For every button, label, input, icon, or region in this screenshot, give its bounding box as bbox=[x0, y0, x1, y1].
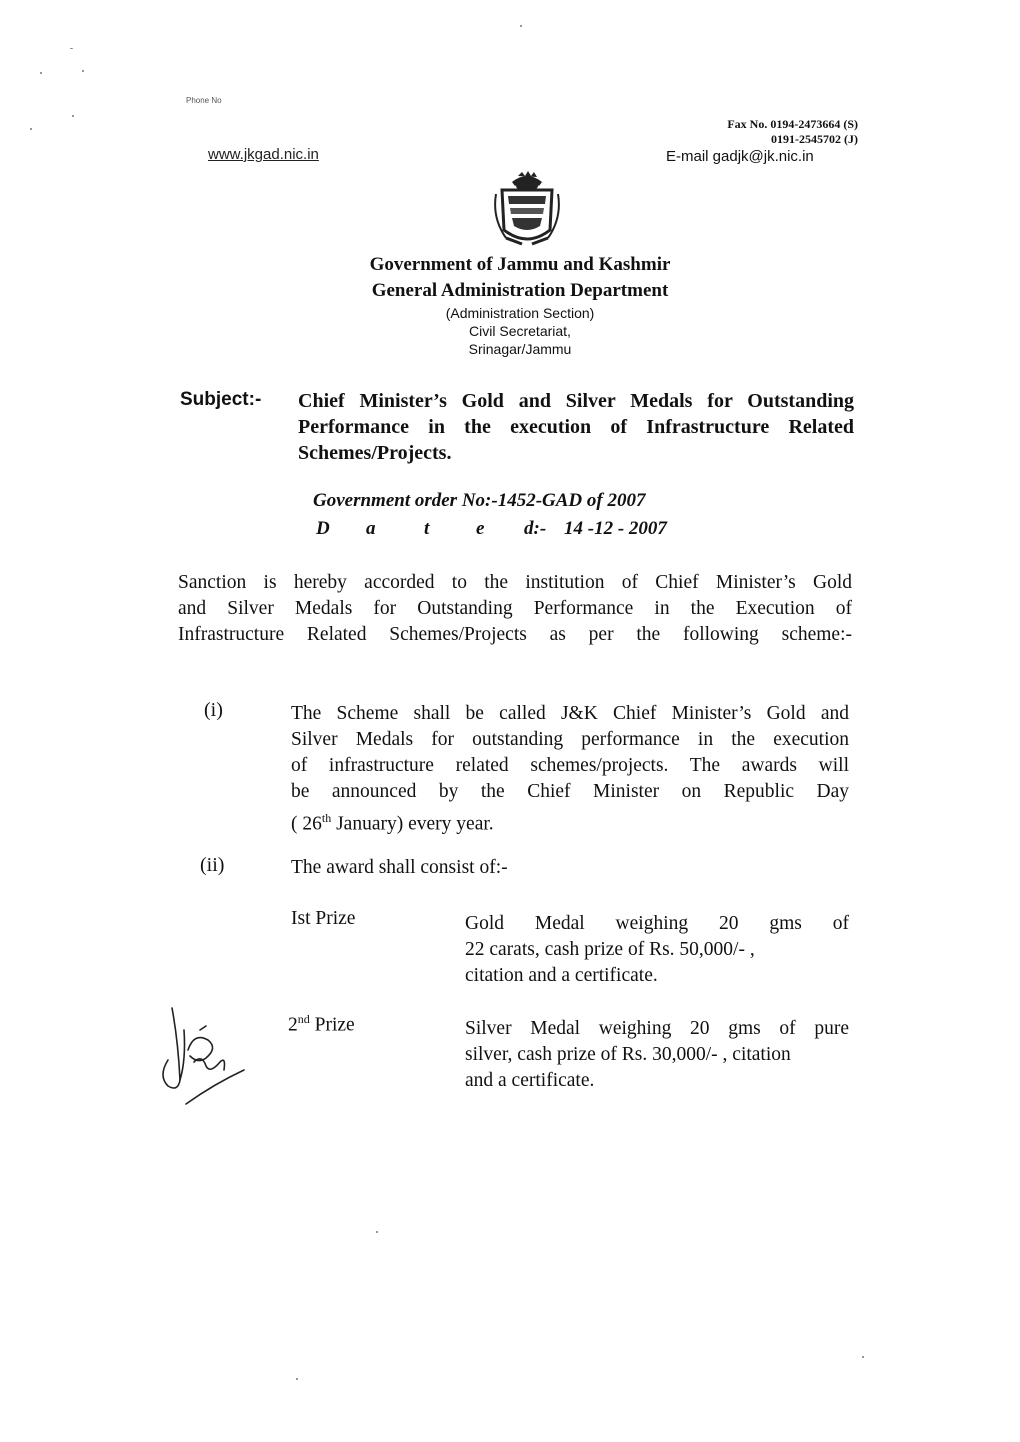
intro-line-1: Sanction is hereby accorded to the institution of Chief Minister’s Gold bbox=[178, 572, 852, 593]
organisation-heading bbox=[300, 252, 740, 358]
prize-line: 22 carats, cash prize of Rs. 50,000/- , bbox=[465, 939, 755, 960]
org-section: (Administration Section) bbox=[445, 305, 595, 321]
item-line: of infrastructure related schemes/projects. The awards will bbox=[291, 755, 849, 776]
fax-line-2: 0191-2545702 (J) bbox=[771, 132, 858, 146]
item-line: The Scheme shall be called J&K Chief Minister’s Gold and bbox=[291, 703, 849, 724]
scan-speck bbox=[40, 72, 42, 74]
state-emblem-icon bbox=[492, 168, 562, 250]
org-location: Srinagar/Jammu bbox=[468, 341, 572, 357]
item-line: be announced by the Chief Minister on Republic Day bbox=[291, 781, 849, 802]
subject-label: Subject:- bbox=[180, 389, 262, 410]
prize-line: Gold Medal weighing 20 gms of bbox=[465, 913, 849, 934]
prize-line: citation and a certificate. bbox=[465, 965, 658, 986]
intro-line-3: Infrastructure Related Schemes/Projects as per the following scheme:- bbox=[178, 624, 852, 645]
org-government: Government of Jammu and Kashmir bbox=[369, 254, 671, 275]
scan-speck bbox=[520, 25, 522, 27]
date-letter: t bbox=[424, 518, 430, 539]
date-value: 14 -12 - 2007 bbox=[564, 518, 667, 539]
item-line-text: ( 26 bbox=[291, 813, 322, 835]
prize-line: Silver Medal weighing 20 gms of pure bbox=[465, 1018, 849, 1039]
scan-speck bbox=[70, 48, 73, 49]
date-letter: d:- bbox=[524, 518, 547, 539]
prize-description bbox=[465, 911, 849, 989]
email-address[interactable]: E-mail gadjk@jk.nic.in bbox=[666, 148, 814, 165]
prize-label bbox=[288, 1012, 355, 1037]
scan-speck bbox=[82, 70, 84, 72]
prize-line: and a certificate. bbox=[465, 1070, 595, 1091]
superscript: nd bbox=[297, 1012, 310, 1026]
order-date bbox=[316, 518, 716, 544]
item-number: (i) bbox=[204, 699, 223, 721]
subject-line-2: Performance in the execution of Infrastructure Related bbox=[298, 416, 854, 438]
item-line-text: January) every year. bbox=[331, 813, 494, 835]
prize-description bbox=[465, 1016, 849, 1094]
prize-label-text: Prize bbox=[309, 1014, 355, 1036]
scan-speck bbox=[862, 1356, 864, 1358]
org-secretariat: Civil Secretariat, bbox=[469, 323, 571, 339]
order-number: Government order No:-1452-GAD of 2007 bbox=[313, 490, 646, 511]
signature-initials bbox=[150, 1000, 250, 1110]
phone-label: Phone No bbox=[186, 96, 222, 105]
scan-speck bbox=[72, 115, 74, 117]
website-link[interactable]: www.jkgad.nic.in bbox=[208, 146, 319, 163]
item-line: Silver Medals for outstanding performance in the execution bbox=[291, 729, 849, 750]
item-line: The award shall consist of:- bbox=[291, 857, 508, 878]
superscript: th bbox=[321, 811, 332, 825]
date-letter: a bbox=[366, 518, 376, 539]
fax-line-1: Fax No. 0194-2473664 (S) bbox=[727, 117, 858, 131]
subject-line-1: Chief Minister’s Gold and Silver Medals for Outstanding bbox=[298, 390, 854, 412]
date-letter: e bbox=[476, 518, 485, 539]
subject-text bbox=[298, 388, 854, 466]
item-line bbox=[291, 805, 849, 838]
prize-label-text: 2 bbox=[288, 1014, 298, 1036]
scan-speck bbox=[296, 1378, 298, 1380]
prize-label: Ist Prize bbox=[291, 908, 356, 929]
subject-line-3: Schemes/Projects. bbox=[298, 442, 452, 464]
fax-numbers bbox=[727, 117, 858, 147]
intro-line-2: and Silver Medals for Outstanding Performance in the Execution of bbox=[178, 598, 852, 619]
intro-paragraph bbox=[178, 570, 852, 648]
prize-line: silver, cash prize of Rs. 30,000/- , citation bbox=[465, 1044, 791, 1065]
item-number: (ii) bbox=[200, 854, 225, 876]
scan-speck bbox=[30, 128, 32, 130]
date-letter: D bbox=[316, 518, 330, 539]
org-department: General Administration Department bbox=[371, 280, 669, 301]
scan-speck bbox=[376, 1231, 378, 1233]
item-text bbox=[291, 701, 849, 838]
